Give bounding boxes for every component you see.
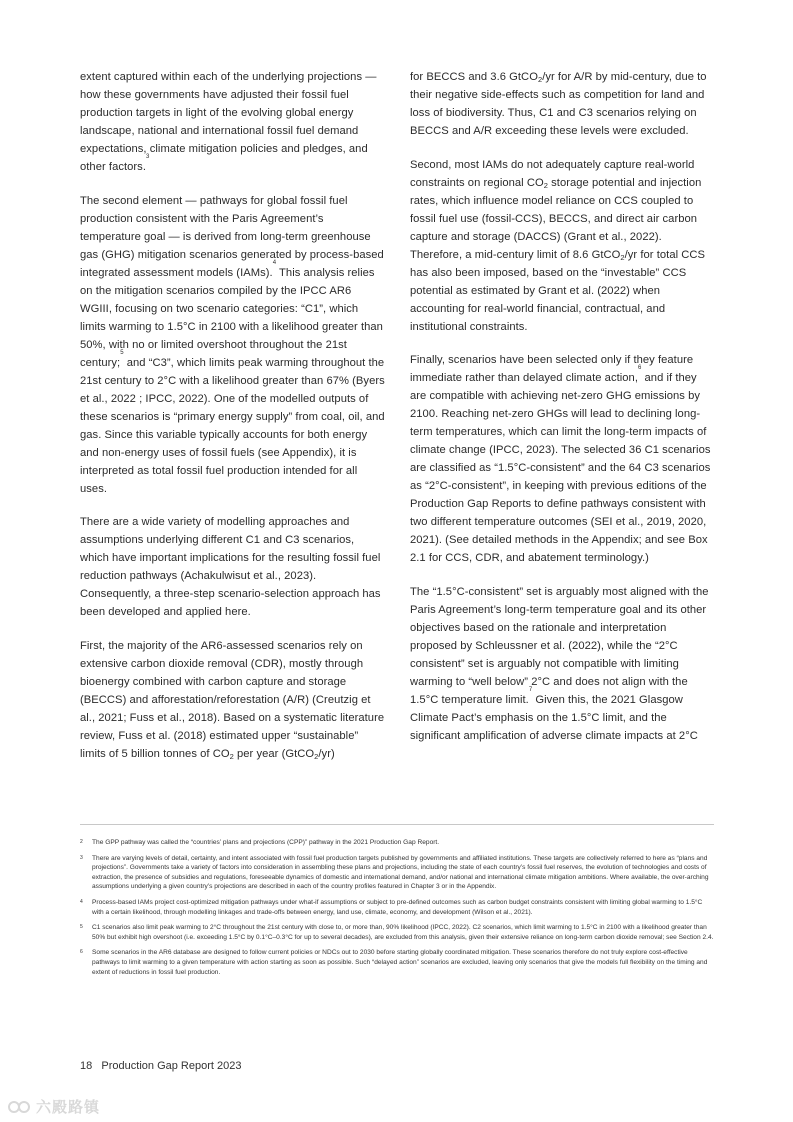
footnote-number: 3 [80, 854, 83, 861]
page-number: 18 [80, 1060, 93, 1072]
left-paragraph [80, 513, 385, 621]
left-paragraph [80, 192, 385, 498]
footnote-divider [80, 824, 714, 825]
text-run: /yr) [318, 747, 335, 760]
footnote-ref: 5 [120, 349, 124, 356]
text-run: /yr for A/R by mid-century, due to their negative side-effects such as competition for land and loss of biodiversity. Thus, C1 and C3 scenarios relying on BECCS and A/R exceeding these levels were excluded. [410, 71, 707, 137]
footnote [80, 923, 714, 942]
watermark [8, 1096, 100, 1117]
footnote-ref: 4 [272, 259, 277, 266]
text-run: Given this, the 2021 Glasgow Climate Pact’s emphasis on the 1.5°C limit, and the significant amplification of adverse climate impacts at 2°C [410, 693, 698, 742]
right-paragraph [410, 583, 715, 745]
left-column [80, 68, 385, 778]
text-run: This analysis relies on the mitigation scenarios compiled by the IPCC AR6 WGIII, focusing on two scenario categories: “C1”, which limits warming to 1.5°C in 2100 with a likelihood greater than 50%, with no or limited overshoot throughout the 21st century; [80, 266, 383, 369]
right-paragraph [410, 156, 715, 336]
footnote [80, 898, 714, 917]
text-run: and “C3”, which limits peak warming throughout the 21st century to 2°C with a likelihood greater than 67% (Byers et al., 2022 ; IPCC, 2022). One of the modelled outputs of these scenarios is “primary energy supply” from coal, oil, and gas. Since this variable typically accounts for both energy and non-energy uses of fossil fuels (see Appendix), it is interpreted as total fossil fuel production intended for all uses. [80, 356, 385, 495]
subscript: 2 [543, 180, 548, 190]
footnote [80, 838, 714, 848]
subscript: 2 [314, 751, 319, 761]
watermark-logo-icon [8, 1099, 32, 1115]
page-footer [80, 1060, 241, 1072]
footnote-ref: 7 [528, 686, 533, 693]
subscript: 2 [537, 75, 543, 84]
footnote-text: There are varying levels of detail, certainty, and intent associated with fossil fuel production targets published by governments and affiliated institutions. These targets are collectively referred to here as “plans and projections”. Governments take a variety of factors into consideration in assembling these plans and projections, including the state of each country’s fossil fuel reserves, the evolution of technologies and costs of extraction, the presence of subsidies and regulations, foreseeable dynamics of domestic and international demand, and/or national and international climate mitigation ambitions. Where available, the over-arching assumptions underlying a given country’s projections are described in each of the country profiles featured in Chapter 3 or in the Appendix. [92, 854, 709, 891]
text-run: storage potential and injection rates, which influence model reliance on CCS coupled to fossil fuel use (fossil-CCS), BECCS, and direct air carbon capture and storage (DACCS) (Grant et al., 2022). Therefore, a mid-century limit of 8.6 GtCO [410, 176, 702, 261]
text-run: for BECCS and 3.6 GtCO [410, 71, 538, 83]
right-paragraph [410, 68, 715, 140]
footnote-number: 2 [80, 839, 83, 845]
left-paragraph [80, 637, 385, 763]
footnote-number: 5 [80, 924, 83, 931]
text-run: /yr for total CCS has also been imposed, based on the “investable” CCS potential as estimated by Grant et al. (2022) when accounting for real-world financial, contractual, and institutional constraints. [410, 248, 706, 333]
footnote [80, 854, 714, 892]
text-run: The “1.5°C-consistent” set is arguably most aligned with the Paris Agreement’s long-term temperature goal and its other objectives based on the rationale and interpretation proposed by Schleussner et al. (2022), while the “2°C consistent” set is arguably not compatible with limiting warming to “well below” 2°C and does not align with the 1.5°C temperature limit. [410, 585, 709, 706]
text-run: First, the majority of the AR6-assessed scenarios rely on extensive carbon dioxide removal (CDR), mostly through bioenergy combined with carbon capture and storage (BECCS) and afforestation/reforestation (A/R) (Creutzig et al., 2021; Fuss et al., 2018). Based on a systematic literature review, Fuss et al. (2018) estimated upper “sustainable” limits of 5 billion tonnes of CO [80, 639, 385, 760]
text-run: The second element — pathways for global fossil fuel production consistent with the Paris Agreement’s temperature goal — is derived from long-term greenhouse gas (GHG) mitigation scenarios generated by process-based integrated assessment models (IAMs). [80, 194, 384, 279]
subscript: 2 [229, 751, 234, 761]
text-run: Finally, scenarios have been selected only if they feature immediate rather than delayed climate action, [410, 354, 694, 384]
right-column [410, 68, 715, 760]
text-run: extent captured within each of the underlying projections — how these governments have adjusted their fossil fuel production targets in light of the evolving global energy landscape, national and international fossil fuel demand expectations, climate mitigation policies and pledges, and other factors. [80, 71, 377, 173]
subscript: 2 [620, 252, 625, 262]
footnote-text: The GPP pathway was called the “countries’ plans and projections (CPP)” pathway in the 2021 Production Gap Report. [92, 839, 440, 846]
footnotes [80, 838, 714, 983]
left-paragraph [80, 68, 385, 176]
report-title: Production Gap Report 2023 [101, 1060, 242, 1072]
footnote-ref: 3 [146, 154, 150, 160]
footnote-ref: 6 [637, 365, 642, 371]
text-run: per year (GtCO [233, 747, 315, 760]
text-run: and if they are compatible with achieving net-zero GHG emissions by 2100. Reaching net-zero GHGs will lead to declining long-term temperatures, which can limit the long-term impacts of climate change (IPCC, 2023). The selected 36 C1 scenarios are classified as “1.5°C-consistent” and the 64 C3 scenarios as “2°C-consistent”, in keeping with previous editions of the Production Gap Reports to define pathways consistent with two different temperature outcomes (SEI et al., 2019, 2020, 2021). (See detailed methods in the Appendix; and see Box 2.1 for CCS, CDR, and abatement terminology.) [410, 372, 711, 564]
footnote-number: 6 [80, 949, 83, 956]
footnote-text: Some scenarios in the AR6 database are designed to follow current policies or NDCs out to 2030 before starting globally coordinated mitigation. These scenarios therefore do not truly explore cost-effective pathways to limit warming to a given temperature with action starting as soon as possible. Such “delayed action” scenarios are excluded, leaving only scenarios that give the models full flexibility on the timing and extent of reductions in fossil fuel production. [92, 949, 708, 976]
footnote-number: 4 [80, 898, 83, 905]
text-run: Second, most IAMs do not adequately capture real-world constraints on regional CO [410, 158, 695, 189]
right-paragraph [410, 351, 715, 567]
footnote [80, 948, 714, 977]
watermark-text: 六殿路镇 [36, 1099, 101, 1116]
text-run: There are a wide variety of modelling approaches and assumptions underlying different C1 and C3 scenarios, which have important implications for the resulting fossil fuel reduction pathways (Achakulwisut et al., 2023). Consequently, a three-step scenario-selection approach has been developed and applied here. [80, 516, 381, 618]
footnote-text: Process-based IAMs project cost-optimized mitigation pathways under what-if assumptions or subject to pre-defined outcomes such as carbon budget constraints consistent with limiting global warming to 1.5°C with a certain likelihood, through modelling linkages and trade-offs between energy, land use, climate, economy, and development (Wilson et al., 2021). [92, 898, 703, 916]
footnote-text: C1 scenarios also limit peak warming to 2°C throughout the 21st century with close to, or more than, 90% likelihood (IPCC, 2022). C2 scenarios, which limit warming to 1.5°C in 2100 with a likelihood greater than 50% but exhibit high overshoot (i.e. exceeding 1.5°C by 0.1°C–0.3°C for up to several decades), are excluded from this analysis, given their extensive reliance on long-term carbon dioxide removal; see Section 2.4. [92, 924, 714, 941]
